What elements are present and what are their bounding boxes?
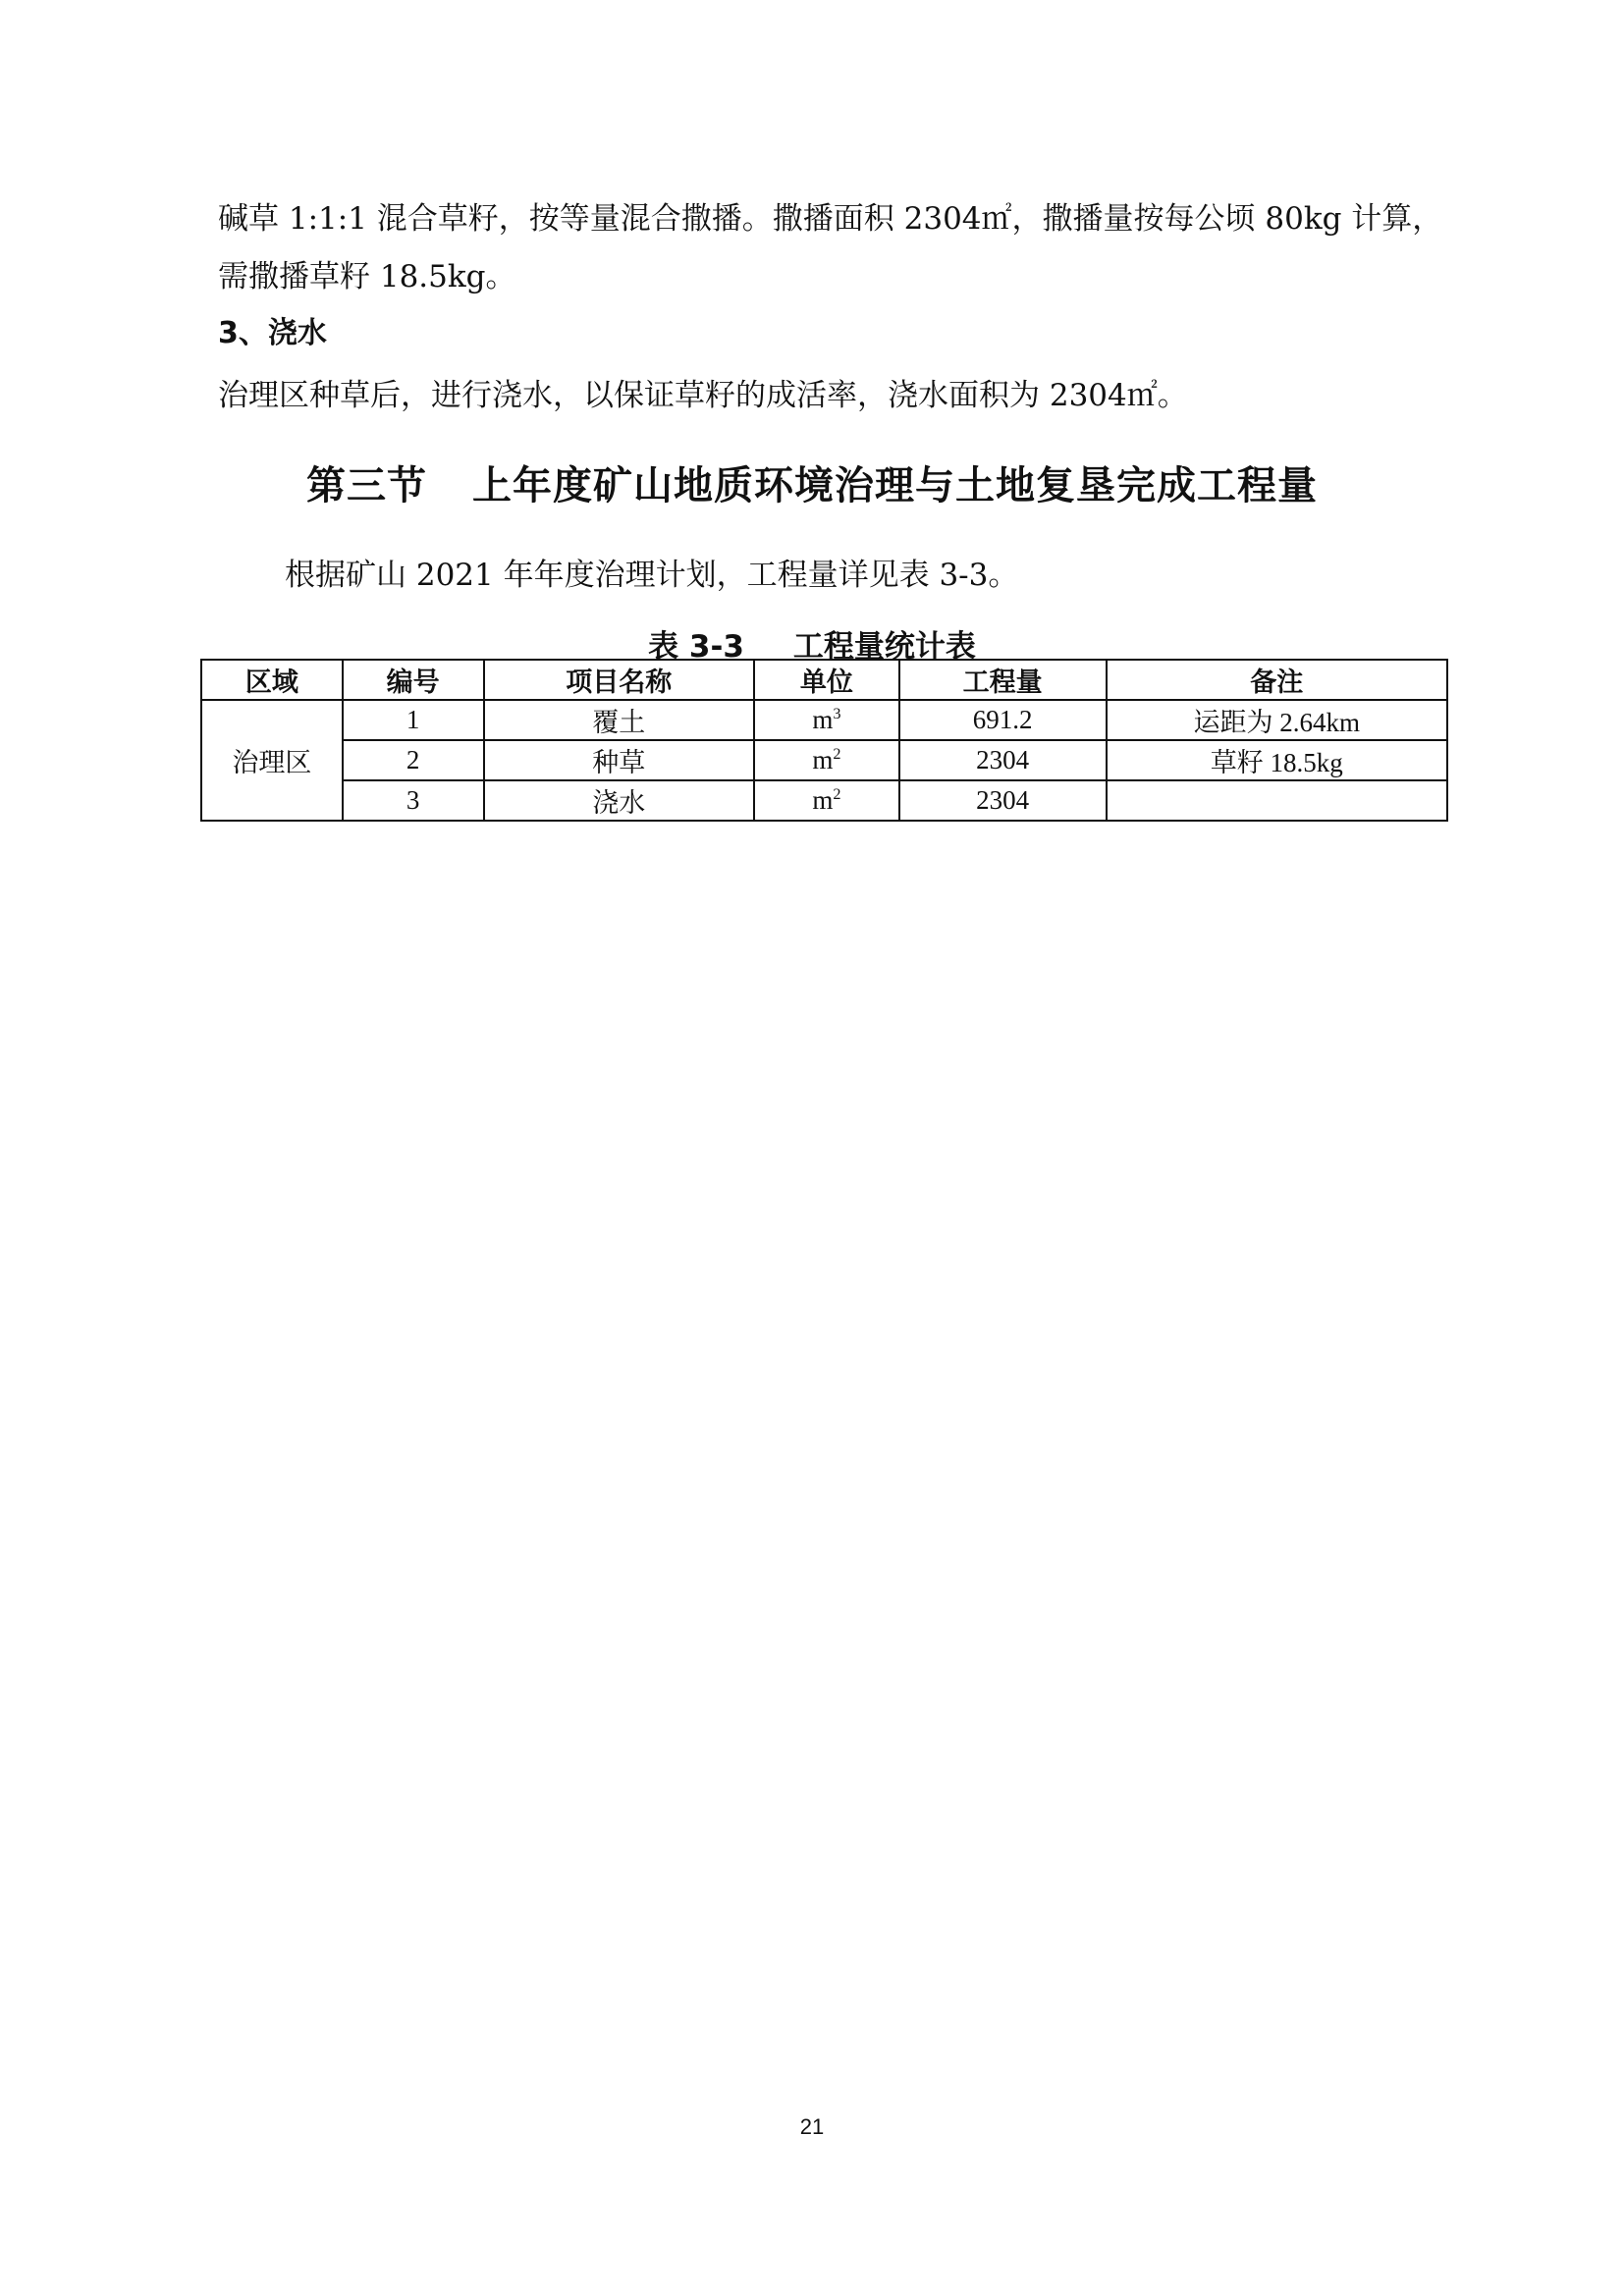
header-item: 项目名称 xyxy=(484,660,755,700)
cell-quantity: 691.2 xyxy=(899,700,1107,740)
unit: ㎡ xyxy=(1126,378,1158,413)
cell-quantity: 2304 xyxy=(899,740,1107,780)
header-remark: 备注 xyxy=(1107,660,1448,700)
unit-exponent: 3 xyxy=(833,705,841,722)
cell-number: 1 xyxy=(343,700,484,740)
cell-item: 种草 xyxy=(484,740,755,780)
table-header-row xyxy=(201,660,1447,700)
cell-region: 治理区 xyxy=(201,700,343,821)
section-title: 上年度矿山地质环境治理与土地复垦完成工程量 xyxy=(472,463,1318,508)
text: 碱草 1:1:1 混合草籽，按等量混合撒播。撒播面积 2304 xyxy=(218,201,982,237)
header-number: 编号 xyxy=(343,660,484,700)
unit-exponent: 2 xyxy=(833,785,841,803)
cell-remark: 草籽 18.5kg xyxy=(1107,740,1448,780)
table-row xyxy=(201,780,1447,821)
unit-exponent: 2 xyxy=(833,745,841,763)
intro-paragraph: 根据矿山 2021 年年度治理计划，工程量详见表 3-3。 xyxy=(285,558,1019,593)
text: 。 xyxy=(1157,378,1188,413)
cell-item: 覆土 xyxy=(484,700,755,740)
cell-item: 浇水 xyxy=(484,780,755,821)
paragraph-seed-mix xyxy=(218,199,1442,239)
text: ，撒播量按每公顷 80kg 计算， xyxy=(1011,201,1443,237)
header-quantity: 工程量 xyxy=(899,660,1107,700)
section-heading xyxy=(0,454,1624,510)
table-row xyxy=(201,700,1447,740)
cell-quantity: 2304 xyxy=(899,780,1107,821)
header-region: 区域 xyxy=(201,660,343,700)
unit-base: m xyxy=(812,705,834,734)
unit-base: m xyxy=(812,785,834,815)
table-title: 工程量统计表 xyxy=(792,629,976,665)
cell-unit xyxy=(754,700,899,740)
quantity-table xyxy=(200,659,1448,822)
unit: ㎡ xyxy=(981,201,1012,237)
unit-base: m xyxy=(812,745,834,774)
cell-remark xyxy=(1107,780,1448,821)
subheading-watering: 3、浇水 xyxy=(218,316,327,350)
section-label: 第三节 xyxy=(306,463,427,508)
cell-number: 3 xyxy=(343,780,484,821)
cell-remark: 运距为 2.64km xyxy=(1107,700,1448,740)
table-number: 表 3-3 xyxy=(648,629,744,665)
paragraph-watering xyxy=(218,376,1188,415)
text: 治理区种草后，进行浇水，以保证草籽的成活率，浇水面积为 2304 xyxy=(218,378,1127,413)
paragraph-seed-amount: 需撒播草籽 18.5kg。 xyxy=(218,259,516,294)
cell-number: 2 xyxy=(343,740,484,780)
header-unit: 单位 xyxy=(754,660,899,700)
cell-unit xyxy=(754,780,899,821)
cell-unit xyxy=(754,740,899,780)
page-number: 21 xyxy=(799,2114,825,2139)
table-row xyxy=(201,740,1447,780)
